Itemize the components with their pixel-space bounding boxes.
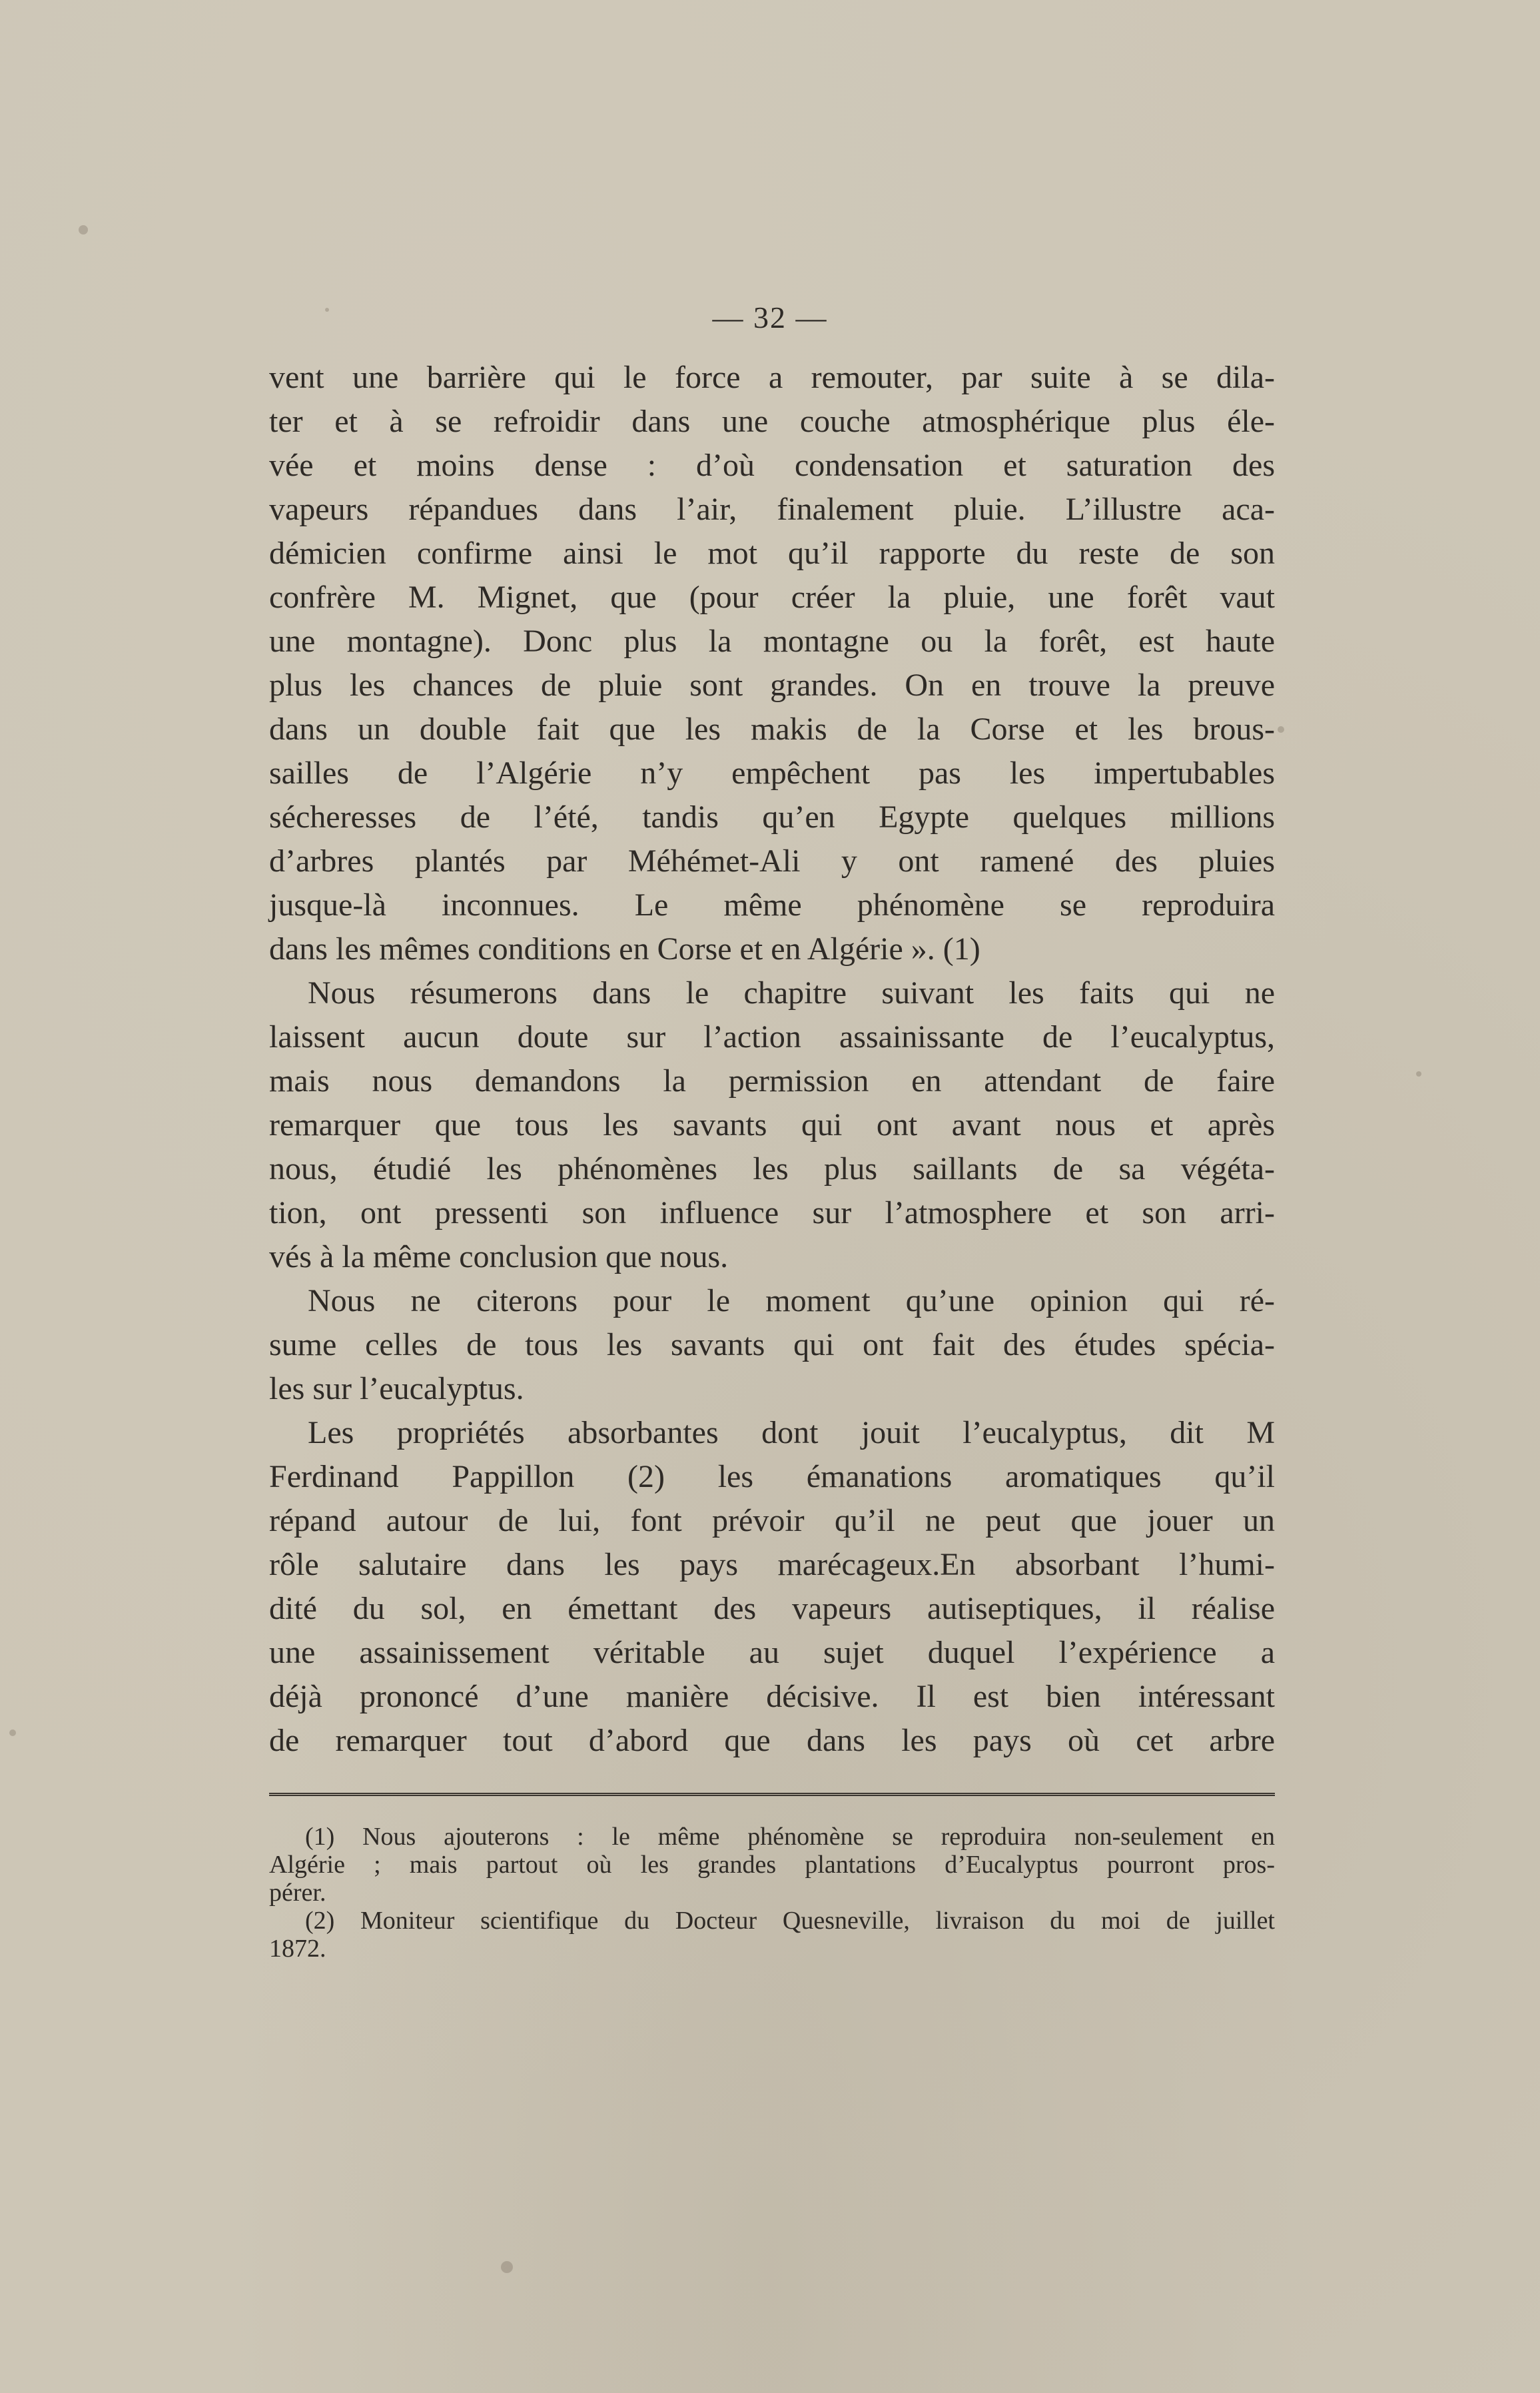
text-line: remarquer que tous les savants qui ont avant nous et après xyxy=(269,1107,1275,1143)
text-line: vés à la même conclusion que nous. xyxy=(269,1239,729,1274)
text-line: dans un double fait que les makis de la Corse et les brous- xyxy=(269,712,1275,747)
text-line: nous, étudié les phénomènes les plus saillants de sa végéta- xyxy=(269,1151,1275,1187)
text-line: sume celles de tous les savants qui ont fait des études spécia- xyxy=(269,1327,1275,1362)
footnote-separator xyxy=(269,1793,1275,1796)
footnotes xyxy=(269,1823,1275,1963)
text-line: dité du sol, en émettant des vapeurs autiseptiques, il réalise xyxy=(269,1591,1275,1626)
text-line: ter et à se refroidir dans une couche atmosphérique plus éle- xyxy=(269,404,1275,439)
text-line: tion, ont pressenti son influence sur l’atmosphere et son arri- xyxy=(269,1195,1275,1230)
paragraph-start-line: Nous ne citerons pour le moment qu’une opinion qui ré- xyxy=(308,1283,1275,1318)
paragraph-start-line: Les propriétés absorbantes dont jouit l’eucalyptus, dit M xyxy=(308,1415,1275,1450)
page-number: — 32 — xyxy=(712,300,828,334)
footnote-line: Algérie ; mais partout où les grandes plantations d’Eucalyptus pourront pros- xyxy=(269,1851,1275,1879)
text-line: déjà prononcé d’une manière décisive. Il est bien intéressant xyxy=(269,1679,1275,1714)
footnote-line: pérer. xyxy=(269,1879,326,1907)
body-text xyxy=(269,356,1275,1763)
footnote-line: 1872. xyxy=(269,1935,326,1963)
text-line: laissent aucun doute sur l’action assainissante de l’eucalyptus, xyxy=(269,1019,1275,1055)
text-line: sailles de l’Algérie n’y empêchent pas les impertubables xyxy=(269,755,1275,791)
text-line: une montagne). Donc plus la montagne ou la forêt, est haute xyxy=(269,624,1275,659)
text-line: vent une barrière qui le force a remouter, par suite à se dila- xyxy=(269,360,1275,395)
text-line: une assainissement véritable au sujet duquel l’expérience a xyxy=(269,1635,1275,1670)
text-line: Ferdinand Pappillon (2) les émanations aromatiques qu’il xyxy=(269,1459,1275,1494)
text-line: rôle salutaire dans les pays marécageux.En absorbant l’humi- xyxy=(269,1547,1275,1582)
text-line: plus les chances de pluie sont grandes. On en trouve la preuve xyxy=(269,668,1275,703)
text-line: mais nous demandons la permission en attendant de faire xyxy=(269,1063,1275,1099)
text-line: sécheresses de l’été, tandis qu’en Egypte quelques millions xyxy=(269,799,1275,835)
text-line: dans les mêmes conditions en Corse et en Algérie ». (1) xyxy=(269,931,980,967)
text-line: de remarquer tout d’abord que dans les pays où cet arbre xyxy=(269,1723,1275,1758)
paper-stain xyxy=(501,2261,513,2273)
text-line: vée et moins dense : d’où condensation et saturation des xyxy=(269,448,1275,483)
paper-stain xyxy=(1278,726,1284,733)
paper-stain xyxy=(9,1729,16,1736)
paper-stain xyxy=(79,225,88,235)
footnote-line: (2) Moniteur scientifique du Docteur Quesneville, livraison du moi de juillet xyxy=(305,1907,1275,1935)
text-line: jusque-là inconnues. Le même phénomène se reproduira xyxy=(269,887,1275,923)
text-line: vapeurs répandues dans l’air, finalement pluie. L’illustre aca- xyxy=(269,492,1275,527)
text-line: démicien confirme ainsi le mot qu’il rapporte du reste de son xyxy=(269,536,1275,571)
paragraph-start-line: Nous résumerons dans le chapitre suivant les faits qui ne xyxy=(308,975,1275,1011)
text-line: les sur l’eucalyptus. xyxy=(269,1371,524,1406)
text-line: confrère M. Mignet, que (pour créer la pluie, une forêt vaut xyxy=(269,580,1275,615)
paper-stain xyxy=(1416,1071,1421,1077)
text-line: répand autour de lui, font prévoir qu’il ne peut que jouer un xyxy=(269,1503,1275,1538)
text-line: d’arbres plantés par Méhémet-Ali y ont ramené des pluies xyxy=(269,843,1275,879)
footnote-line: (1) Nous ajouterons : le même phénomène se reproduira non-seulement en xyxy=(305,1823,1275,1851)
